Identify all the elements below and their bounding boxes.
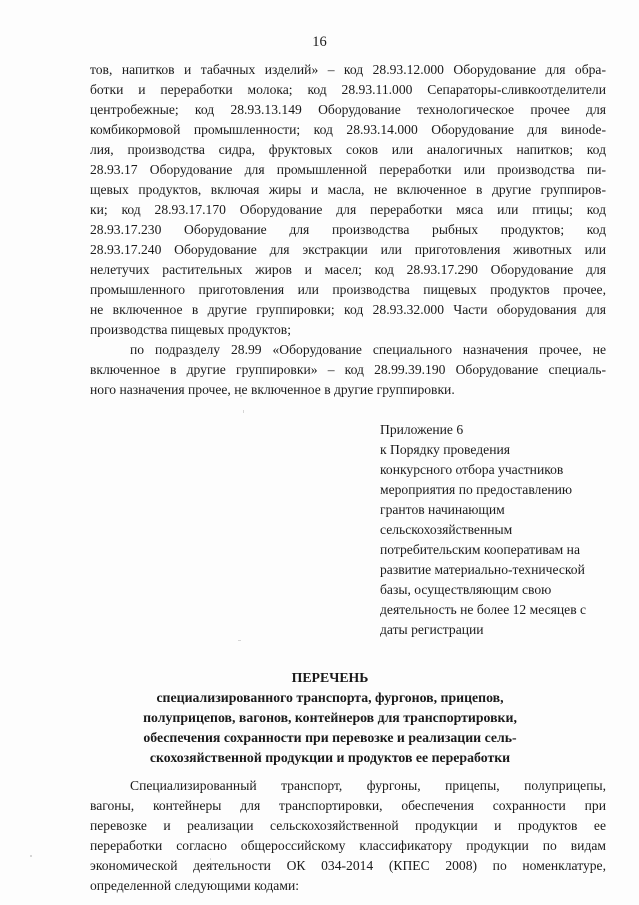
scan-speck: [30, 855, 32, 857]
body-line: ки; код 28.93.17.170 Оборудование для переработки мяса или птицы; код: [90, 202, 606, 217]
scan-speck: [120, 842, 122, 844]
appendix-line: Приложение 6: [380, 422, 464, 437]
scan-speck: [243, 410, 244, 413]
scan-speck: [210, 858, 211, 860]
body-line: производства пищевых продуктов;: [90, 322, 291, 337]
appendix-line: сельскохозяйственным: [380, 522, 513, 537]
body-line: щевых продуктов, включая жиры и масла, не включенное в другие группиров-: [90, 182, 606, 197]
appendix-line: деятельность не более 12 месяцев с: [380, 602, 587, 617]
subsection-line: по подразделу 28.99 «Оборудование специального назначения прочее, не: [130, 342, 606, 357]
body-line: лия, производства сидра, фруктовых соков или аналогичных напитков; код: [90, 142, 606, 157]
title-line: обеспечения сохранности при перевозке и реализации сель-: [143, 730, 517, 745]
scan-speck: [238, 640, 241, 641]
body-line: 28.93.17 Оборудование для промышленной переработки или производства пи-: [90, 162, 606, 177]
appendix-line: потребительским кооперативам на: [380, 542, 580, 557]
appendix-line: развитие материально-технической: [380, 562, 585, 577]
body-line: комбикормовой промышленности; код 28.93.14.000 Оборудование для винode-: [90, 122, 606, 137]
body-line: ботки и переработки молока; код 28.93.11.000 Сепараторы-сливкоотделители: [90, 82, 606, 97]
subsection-line: ного назначения прочее, не включенное в другие группировки.: [90, 382, 455, 397]
intro-line: определенной следующими кодами:: [90, 878, 299, 893]
appendix-line: мероприятия по предоставлению: [380, 482, 573, 497]
appendix-line: даты регистрации: [380, 622, 484, 637]
appendix-line: базы, осуществляющим свою: [380, 582, 552, 597]
page-number: 16: [312, 34, 327, 50]
subsection-line: включенное в другие группировки» – код 28.99.39.190 Оборудование специаль-: [90, 362, 606, 377]
intro-line: Специализированный транспорт, фургоны, прицепы, полуприцепы,: [130, 778, 606, 793]
body-line: промышленного приготовления или производства пищевых продуктов прочее,: [90, 282, 606, 297]
appendix-line: к Порядку проведения: [380, 442, 511, 457]
intro-line: экономической деятельности ОК 034-2014 (КПЕС 2008) по номенклатуре,: [90, 858, 606, 873]
body-line: 28.93.17.230 Оборудование для производства рыбных продуктов; код: [90, 222, 606, 237]
scan-speck: [240, 395, 242, 397]
body-line: центробежные; код 28.93.13.149 Оборудование технологическое прочее для: [90, 102, 606, 117]
body-line: тов, напитков и табачных изделий» – код 28.93.12.000 Оборудование для обра-: [90, 62, 606, 77]
appendix-line: конкурсного отбора участников: [380, 462, 564, 477]
body-line: не включенное в другие группировки; код 28.93.32.000 Части оборудования для: [90, 302, 606, 317]
title-line: специализированного транспорта, фургонов, прицепов,: [156, 690, 504, 705]
body-line: 28.93.17.240 Оборудование для экстракции или приготовления животных или: [90, 242, 606, 257]
title-line: полуприцепов, вагонов, контейнеров для транспортировки,: [143, 710, 517, 725]
intro-line: перевозке и реализации сельскохозяйственной продукции и продуктов ее: [90, 818, 606, 833]
intro-line: переработки согласно общероссийскому классификатору продукции по видам: [90, 838, 606, 853]
title-line: скохозяйственной продукции и продуктов ее переработки: [149, 750, 511, 765]
body-line: нелетучих растительных жиров и масел; код 28.93.17.290 Оборудование для: [90, 262, 606, 277]
intro-line: вагоны, контейнеры для транспортировки, обеспечения сохранности при: [90, 798, 606, 813]
document-title: ПЕРЕЧЕНЬ: [291, 670, 369, 685]
appendix-line: грантов начинающим: [380, 502, 505, 517]
